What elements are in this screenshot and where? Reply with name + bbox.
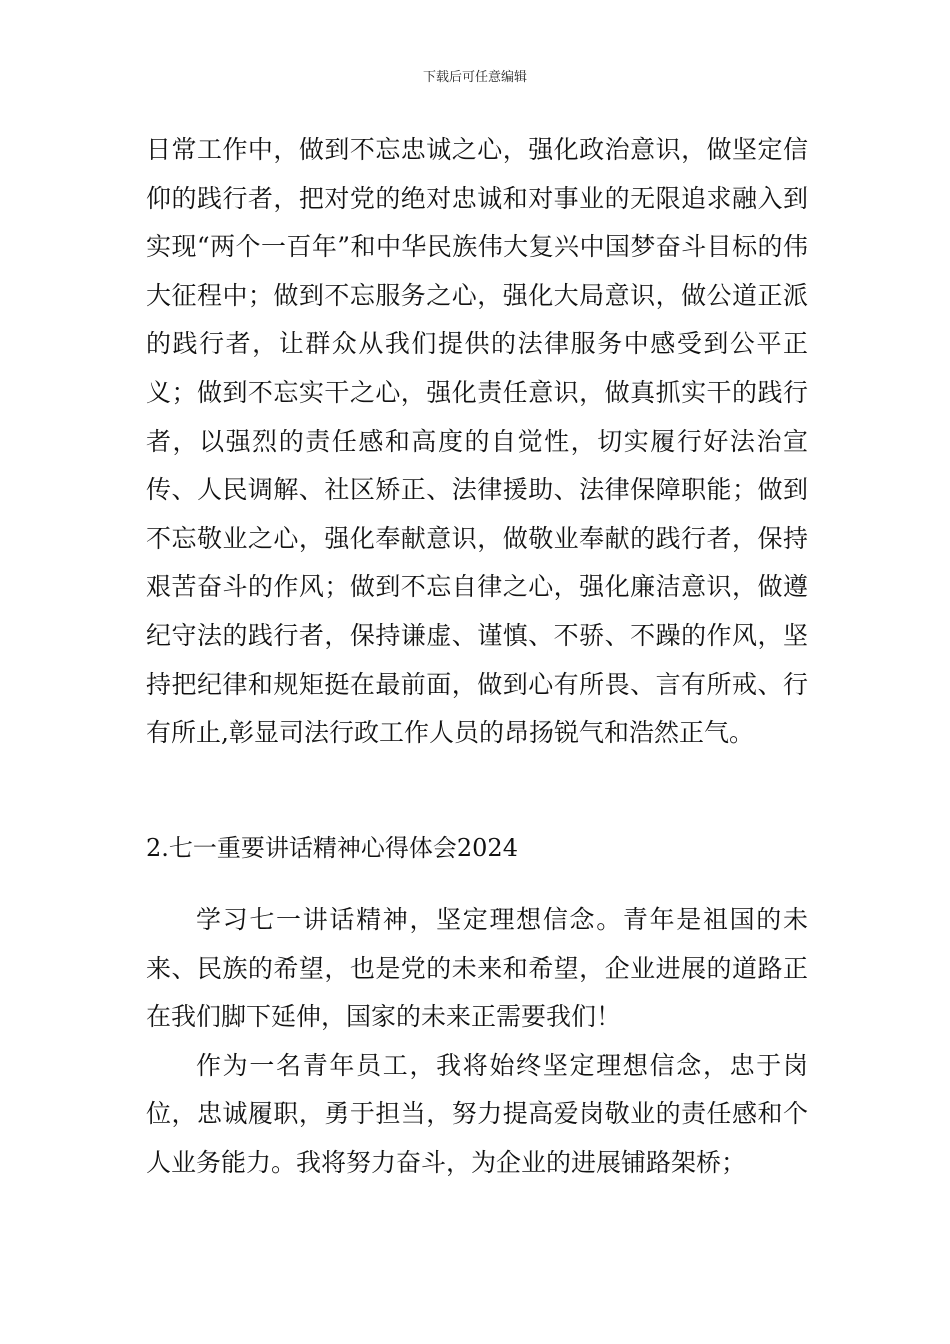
paragraph-2: 学习七一讲话精神，坚定理想信念。青年是祖国的未来、民族的希望，也是党的未来和希望，企业进展的道路正在我们脚下延伸，国家的未来正需要我们！ [146,905,808,1032]
paragraph-3: 作为一名青年员工，我将始终坚定理想信念，忠于岗位，忠诚履职，勇于担当，努力提高爱岗敬业的责任感和个人业务能力。我将努力奋斗，为企业的进展铺路架桥； [146,1050,808,1177]
paragraph-1: 日常工作中，做到不忘忠诚之心，强化政治意识，做坚定信仰的践行者，把对党的绝对忠诚和对事业的无限追求融入到实现“两个一百年”和中华民族伟大复兴中国梦奋斗目标的伟大征程中；做到不忘服务之心，强化大局意识，做公道正派的践行者，让群众从我们提供的法律服务中感受到公平正义；做到不忘实干之心，强化责任意识，做真抓实干的践行者，以强烈的责任感和高度的自觉性，切实履行好法治宣传、人民调解、社区矫正、法律援助、法律保障职能；做到不忘敬业之心，强化奉献意识，做敬业奉献的践行者，保持艰苦奋斗的作风；做到不忘自律之心，强化廉洁意识，做遵纪守法的践行者，保持谦虚、谨慎、不骄、不躁的作风，坚持把纪律和规矩挺在最前面，做到心有所畏、言有所戒、行有所止,彰显司法行政工作人员的昂扬锐气和浩然正气。 [146,135,808,748]
page-header-note: 下载后可任意编辑 [422,70,527,85]
section-heading: 2.七一重要讲话精神心得体会2024 [146,834,518,862]
body-text-block-2 [146,896,808,1188]
body-text-block-1 [146,126,808,758]
